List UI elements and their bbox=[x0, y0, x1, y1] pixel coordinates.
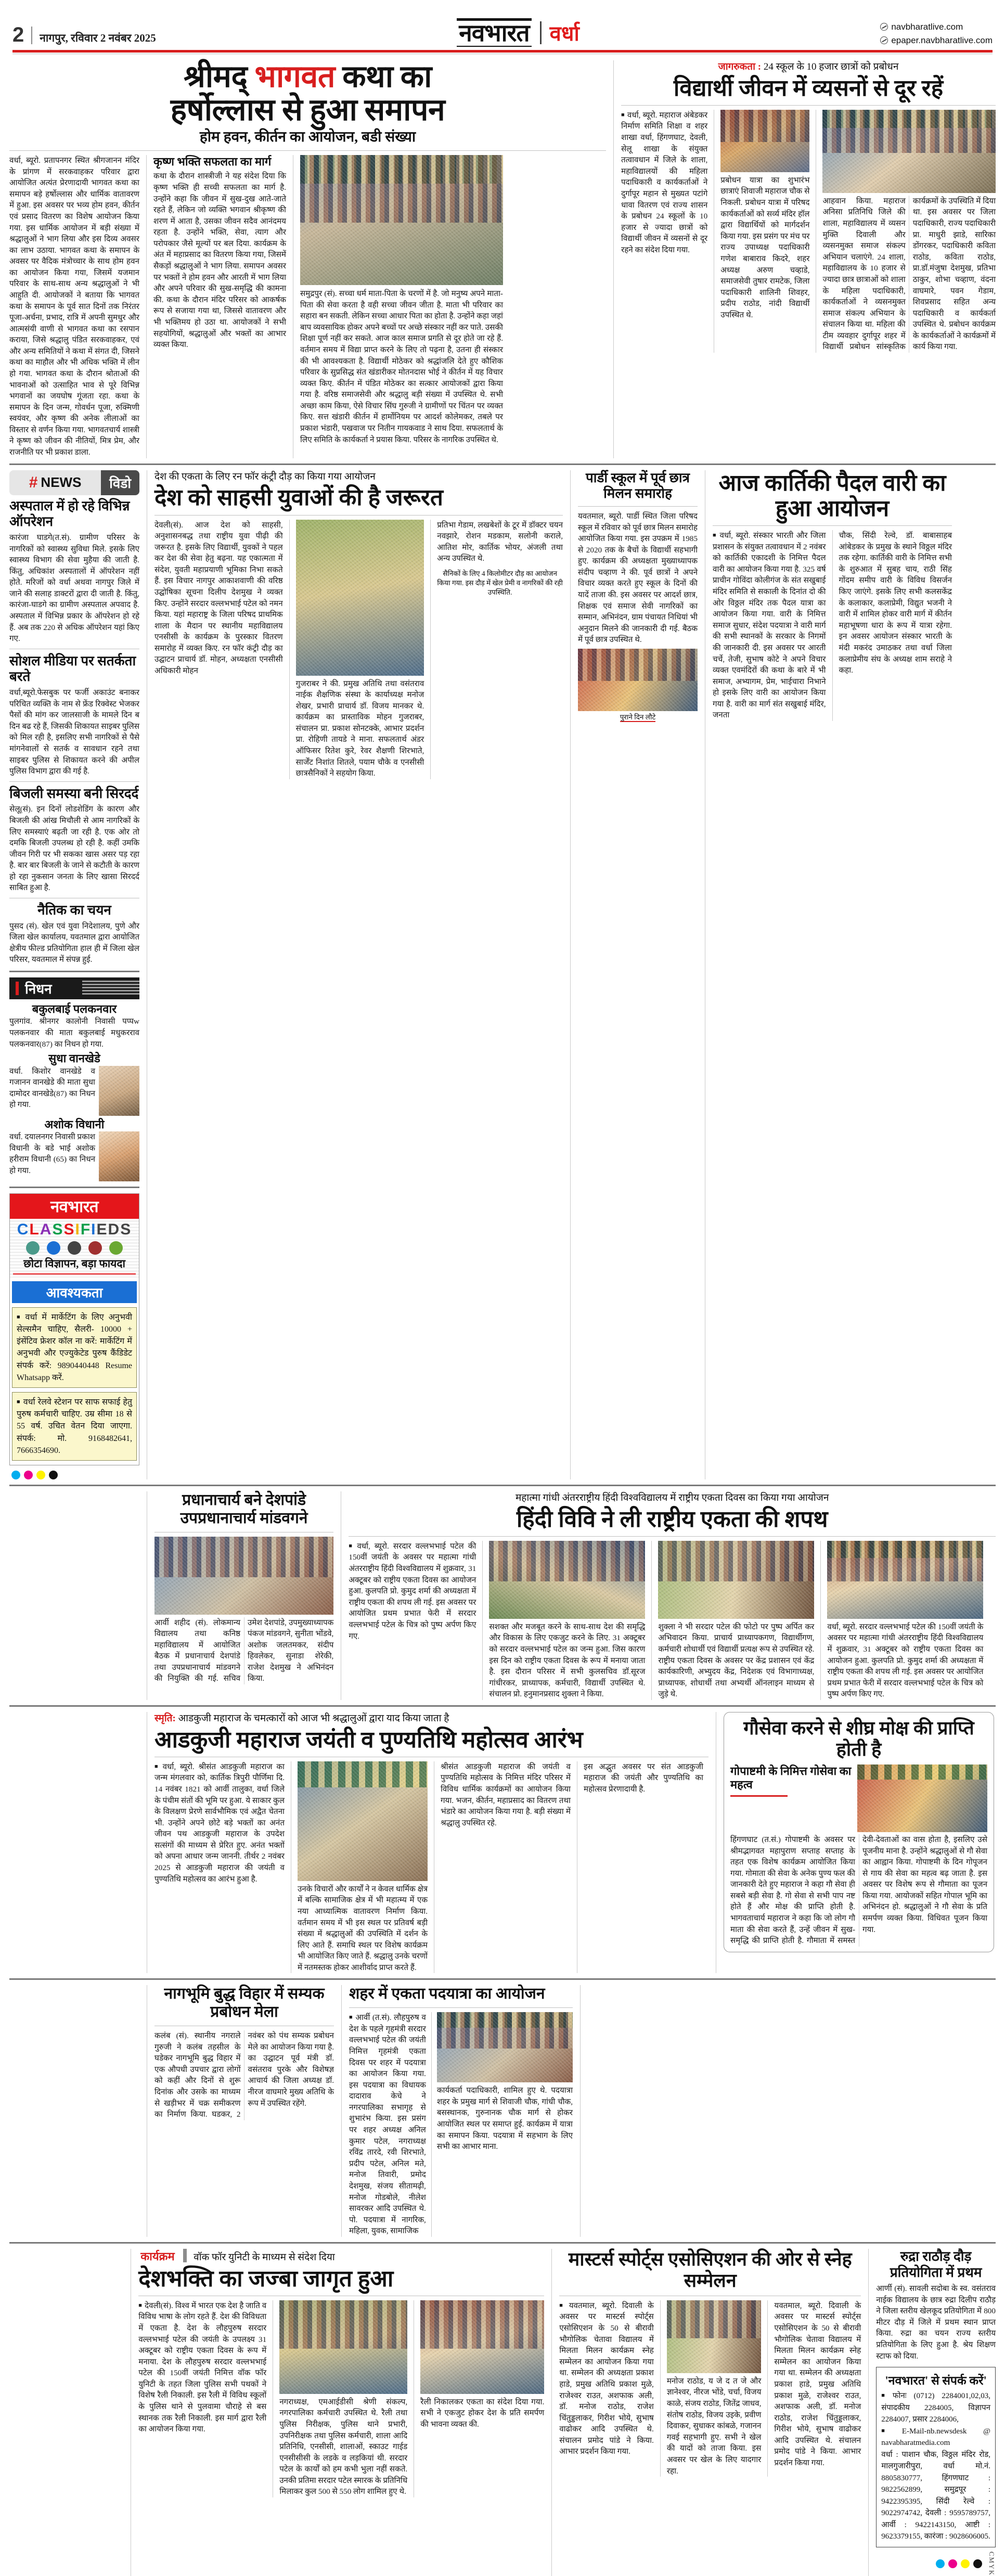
principal-headline-1: प्रधानाचार्य बने देशपांडे bbox=[182, 1491, 306, 1509]
cmyk-dots-right bbox=[936, 2559, 982, 2568]
kartiki-body-2: चौक, सिंदी रेल्वे, डॉ. बाबासाहब आंबेडकर के प्रमुख के स्थाने विठ्ठल मंदिर तक रहेगा. कार्तिकी वारी के निमित्त सभी के शुरुआत में सुबह चाय, राठी सिंह गोंदम समीप वारी के विविध विसर्जन किए जाएंगे. इसके लिए सभी कलसकेंद्र के कलाकार, कलाप्रेमी, विद्युत भजनी ने वारी में शामिल होकर वारी मार्ग में कीर्तन महाभूषणा धारा के रूप में यात्रा रहेगा. इन अवसर आयोजन संस्कार भारती के मंदी मकरंद उमाठकर तथा वर्धा जिला कलाप्रेमीय संघ के अध्यक्ष शाम सराहे ने कहा. bbox=[839, 531, 952, 675]
hindi-uni-kicker: महात्मा गांधी अंतरराष्ट्रीय हिंदी विश्वविद्यालय में राष्ट्रीय एकता दिवस का किया गया आयोजन bbox=[515, 1492, 829, 1503]
nidhan-entry bbox=[9, 1118, 139, 1181]
left-divider-5 bbox=[9, 1187, 139, 1188]
gauseva-headline: गौसेवा करने से शीघ्र मोक्ष की प्राप्ति होती है bbox=[743, 1717, 974, 1760]
deshbhakti-headline: देशभक्ति का जज्बा जागृत हुआ bbox=[138, 2265, 394, 2291]
hindi-uni-body-2: सशक्त और मजबूत करने के साथ-साथ देश की समृद्धि और विकास के लिए एकजुट करने के लिए. 31 अक्टूबर को सरदार वल्लभभाई पटेल का जन्म हुआ. जिस कारण इस दिन को राष्ट्रीय एकता दिवस के रूप में मनाया जाता है. इस दौरान परिसर में सभी कुलसचिव डॉ.सूरज गांधीरकर, प्राध्यापक, कर्मचारी, विद्यार्थी उपस्थित थे. संचालन प्रो. हनुमानप्रसाद शुक्ला ने किया. bbox=[489, 1622, 646, 1699]
gauseva-photo bbox=[857, 1764, 987, 1832]
pardi-caption: पुराने दिन लौटे bbox=[620, 713, 656, 721]
aadkuji-kicker: स्मृति: आडकुजी महाराज के चमत्कारों को आज भी श्रद्धालुओं द्वारा याद किया जाता है bbox=[154, 1712, 449, 1724]
left-story-3-body: सेलू(सं). इन दिनों लोडशेडिंग के कारण और बिजली की आंख मिचौली से आम नागरिकों के लिए समस्याएं बढ़ती जा रही है. एक ओर तो दमकि बिजली उपलब्ध हो रही है. कहीं उमकि जीवन गिरी पर भी सकका खास असर पड़ रहा है. बार बार बिजली के जाने से कटौती के कारण हो रहा नुकसान जनता के लिए खासा सिरदर्द साबित हुआ है. bbox=[9, 805, 139, 893]
kicker-gray-bar bbox=[183, 2249, 187, 2262]
contact-line-2[interactable]: ■ E-Mail-nb.newsdesk @ navabharatmedia.com bbox=[881, 2426, 990, 2449]
hindi-uni-photo-2 bbox=[658, 1541, 814, 1619]
rfc-rule bbox=[154, 515, 563, 516]
deshbhakti-col-2 bbox=[279, 2300, 407, 2497]
hindi-uni-body-4: वर्धा, ब्यूरो. सरदार वल्लभभाई पटेल की 150वीं जयंती के अवसर पर महात्मा गांधी अंतरराष्ट्रीय हिंदी विश्वविद्यालय में शुक्रवार, 31 अक्टूबर को राष्ट्रीय एकता दिवस का आयोजन हुआ. कुलपति प्रो. कुमुद शर्मा की अध्यक्षता में राष्ट्रीय एकता की शपथ ली गई. इस अवसर पर आयोजित प्रथम प्रभात फेरी में सरदार वल्लभभाई पटेल के चित्र को पुष्प अर्पण किए गए. bbox=[827, 1622, 984, 1699]
rudra-headline-2: प्रतियोगिता में प्रथम bbox=[890, 2264, 982, 2280]
classified-ad-text-1: वर्धा में मार्केटिंग के लिए अनुभवी सेल्समैन चाहिए, सैलरी- 10000 + इंसेंटिव फ्रेशर कॉल ना करें: मार्केटिंग में अनुभवी और एज्युकेटेड पुरुष कैंडिडेट संपर्क करें: 9890440448 Resume Whatsapp करें. bbox=[17, 1312, 132, 1382]
kartiki-col-2 bbox=[839, 530, 952, 721]
aadkuji-headline: आडकुजी महाराज जयंती व पुण्यतिथि महोत्सव आरंभ bbox=[154, 1727, 583, 1753]
masters-body-2: मनोज राठोड, य जे द त जे और ज्ञानेश्वर, नीरज भोंडे, चर्चा, विजय काळे, संजय राठोड, जितेंद्र जाधव, संतोष राठोड, विजय उइके, प्रवीण दिवाकर, सुधाकर कांबळे, गजानन गवई सहभागी हुए. सभी ने खेल की यादों को ताजा किया. इस अवसर पर खेल के लिए यादगार रहा. bbox=[666, 2376, 762, 2476]
lead-story bbox=[9, 60, 606, 458]
lead-col-1 bbox=[9, 155, 139, 458]
awareness-body-2: प्रबोधन यात्रा का शुभारंभ छात्राएं शिवाजी महाराज चौक से निकली. प्रबोधन यात्रा में परिषद कार्यकर्ताओं को सर्व्य मंदिर हॉल द्वारा विद्यार्थियों को मार्गदर्शन किया गया. इस प्रसंग पर मंच पर राज्य उपाध्यक्ष पदाधिकारी गणेश बाबाराव किदरे, शहर अध्यक्ष अरुण चव्हाडे, समाजसेवी तुषार रामटेक, जिला पदाधिकारी शालिनी शिवहर, प्रदीप राठोड, नांदी विद्यार्थी उपस्थित थे. bbox=[720, 175, 810, 319]
classifieds-tagline: छोटा विज्ञापन, बड़ा फायदा bbox=[23, 1257, 125, 1270]
gauseva-red-rule bbox=[730, 1795, 788, 1797]
fifth-right-spacer bbox=[588, 1985, 858, 2236]
aadkuji-body-3: श्रीसंत आडकुजी महाराज की जयंती व पुण्यतिथि महोत्सव के निमित्त मंदिर परिसर में विविध धार्मिक कार्यक्रमों का आयोजन किया गया. भजन, कीर्तन, महाप्रसाद का वितरण तथा भंडारे का आयोजन किया गया है. बड़ी संख्या में श्रद्धालु उपस्थित रहे. bbox=[441, 1762, 571, 1827]
aadkuji-body-2: उनके विचारों और कार्यों ने न केवल धार्मिक क्षेत्र में बल्कि सामाजिक क्षेत्र में भी महात्म्य में एक नया आध्यात्मिक वातावरण निर्माण किया. वर्तमान समय में भी इस स्थल पर प्रतिवर्ष बड़ी संख्या में श्रद्धालुओं की उपस्थिति में दर्शन के लिए आते हैं. समाधि स्थल पर विशेष कार्यक्रम भी आयोजित किए जाते हैं. श्रद्धालु उनके चरणों में नतमस्तक होकर आशीर्वाद प्राप्त करते हैं. bbox=[298, 1884, 428, 1972]
deshbhakti-kicker-row bbox=[138, 2249, 544, 2264]
nidhan-entry bbox=[9, 1002, 139, 1050]
dateline: नागपुर, रविवार 2 नवंबर 2025 bbox=[40, 32, 156, 44]
hindi-uni-col-2 bbox=[489, 1541, 645, 1700]
news-badge-label: NEWS bbox=[41, 474, 82, 491]
rudra-headline-1: रुद्रा राठौड़ दौड़ bbox=[900, 2248, 972, 2264]
globe-icon bbox=[880, 23, 888, 31]
kartiki-headline: आज कार्तिकी पैदल वारी का हुआ आयोजन bbox=[718, 470, 946, 521]
hindi-uni-col-1 bbox=[349, 1541, 476, 1700]
nagbhumi-story bbox=[154, 1985, 334, 2236]
classifieds-need-bar: आवश्यकता bbox=[12, 1281, 137, 1303]
deshbhakti-col-1 bbox=[138, 2300, 266, 2497]
lead-body-text-2: कथा के दौरान शास्त्रीजी ने यह संदेश दिया कि कृष्ण भक्ति ही सच्ची सफलता का मार्ग है. उन्होंने कहा कि जीवन में सुख-दुख आते-जाते रहते हैं, लेकिन जो व्यक्ति भगवान श्रीकृष्ण की शरण में आता है, उसका जीवन सदैव आनंदमय रहता है. उन्होंने भक्ति, सेवा, त्याग और परोपकार जैसे मूल्यों पर बल दिया. कार्यक्रम के अंत में महाप्रसाद का वितरण किया गया, जिसमें सैकड़ों श्रद्धालुओं ने भाग लिया. समापन अवसर पर भक्तों ने होम हवन और आरती में भाग लिया और अपने परिवार की सुख-समृद्धि की कामना की. कथा के दौरान मंदिर परिसर को आकर्षक रूप से सजाया गया था, जिससे वातावरण और भी भक्तिमय हो उठा था. आयोजकों ने सभी सहयोगियों, श्रद्धालुओं और भक्तों का आभार व्यक्त किया. bbox=[153, 172, 286, 350]
awareness-kicker-tag: जागरुकता : bbox=[718, 61, 762, 72]
deshbhakti-col-3 bbox=[420, 2300, 544, 2497]
aadkuji-body-1: ■ वर्धा, ब्यूरो. श्रीसंत आडकुजी महाराज का जन्म मंगलवार को, कार्तिक त्रिपुरी पौर्णिमा दि. 14 नवंबर 1821 को आर्वी तालुका, वर्धा जिले के पंचीम संतों की भूमि पर हुआ. ये साकार कुल के विलक्षण प्रेरणे सार्वभौमिक एवं अद्वैत चेतना भी. उन्होंने अपने छोटे बड़े भक्तों का अनंत जीवन पथ आडकुजी महाराज के उपदेश सत्संगों की माध्यम से प्रेरित हुए. अनंत भक्तों को अपना आधार जन्म जाननी. तीर्थर 2 नवंबर 2025 से आडकुजी महाराज की जयंती व पुण्यतिथि महोत्सव का आरंभ हुआ है. bbox=[154, 1761, 285, 1885]
deshbhakti-body-3: रैली निकालकर एकता का संदेश दिया गया. सभी ने एकजुट होकर देश के प्रति समर्पण की भावना व्यक्त की. bbox=[420, 2397, 545, 2429]
aadkuji-body-wrap bbox=[154, 1761, 708, 1974]
nidhan-entry bbox=[9, 1052, 139, 1115]
lead-body-text-1: वर्धा, ब्यूरो. प्रतापनगर स्थित श्रीगजानन मंदिर के प्रांगण में सरकवाहकर परिवार द्वारा आयोजित अत्यंत प्रेरणादायी भागवत कथा का समापन बड़े हर्षोल्लास और धार्मिक वातावरण में हुआ. इस अवसर पर भव्य होम हवन, कीर्तन एवं प्रसाद वितरण का विशेष आयोजन किया गया. इस धार्मिक आयोजन में बड़ी संख्या में श्रद्धालुओं ने भाग लिया और इस दिव्य अवसर का लाभ उठाया. भागवत कथा के समापन के अवसर पर वैदिक मंत्रोच्चार के साथ होम हवन का आयोजन किया गया, जिसमें यजमान परिवार के साथ-साथ अन्य श्रद्धालुओं ने भी आहुति दी. आयोजकों ने बताया कि भागवत कथा के समापन के पूर्व सात दिनों तक निरंतर पूजा-अर्चना, प्रभाद, रात्रि में अपनी सुमधुर और आत्मसंयी वाणी से भागवत कथा का रसपान कराया, जिसे श्रद्धालु पंडित सरकवाहकर, एवं और अन्य समितियों ने कथा में संगत दी, जिसने कथा का माहौल और भी अधिक भक्ति में लीन हो गया. भागवत कथा के दौरान श्रोताओं की भावनाओं को उत्साहित भाव से पूरे विभिन्न भगवानों का जयघोष गूंजता रहा. कथा के समापन के दिन जन्म, गोवर्धन पूजा, रुक्मिणी स्वयंवर, और कृष्ण की अनेक लीलाओं का विस्तार से वर्णन किया गया. भागवतचार्य शास्त्री ने कृष्ण को जीवन की नीतियों, मित्र प्रेम, और राजनीति पर भी प्रकाश डाला. bbox=[9, 156, 139, 457]
logo-separator bbox=[540, 21, 542, 44]
deshbhakti-kicker: वॉक फॉर युनिटी के माध्यम से संदेश दिया bbox=[194, 2251, 335, 2263]
ekta-body-wrap bbox=[349, 2012, 573, 2237]
hindi-uni-photo-3 bbox=[827, 1541, 983, 1619]
pardi-headline: पार्डी स्कूल में पूर्व छात्र मिलन समारोह bbox=[586, 470, 690, 501]
contact-line-1: ■ फोनः (0712) 2284001,02,03, संपादकीय 2284005, विज्ञापन 2284007, प्रसार 2284006, bbox=[881, 2390, 990, 2426]
nidhan-text-3: वर्धा. दयालनगर निवासी प्रकाश विधानी के बडे भाई अशोक हरीराम विधानी (65) का निधन हो गया. bbox=[9, 1132, 95, 1175]
left-story-4-headline: नैतिक का चयन bbox=[37, 903, 111, 918]
classifieds-logo: नवभारत bbox=[50, 1197, 99, 1216]
section-divider-4 bbox=[9, 1978, 996, 1980]
page-number: 2 bbox=[12, 23, 24, 46]
deshbhakti-photo-1 bbox=[279, 2300, 407, 2394]
classified-ad-text-2: वर्धा रेलवे स्टेशन पर साफ सफाई हेतु पुरुष कर्मचारी चाहिए. उम्र सीमा 18 से 55 वर्ष. उचित वेतन दिया जाएगा. संपर्क: मो. 9168482641, 7666354690. bbox=[17, 1398, 132, 1455]
lead-body-text-3: समुद्रपुर (सं). सच्चा धर्म माता-पिता के चरणों में है. जो मनुष्य अपने माता-पिता की सेवा करता है वही सच्चा जीवन जीता है. माता भी परिवार का सहारा बन सकती. लेकिन सच्चा आधार पिता का होता है. उन्होंने कहा जहां बाप व्यवसायिक होकर अपने बच्चों पर अच्छे संस्कार नहीं कर पाते. उसकी शिक्षा पूर्ण नहीं कर सकते. आज काल समाज प्रगति से दूर होते जा रहे हैं. वर्तमान समय में विद्या प्राप्त करने के लिए तो पढ़ना है, उतना ही संस्कार की भी आवश्यकता है. विद्यार्थी मोठेकर को श्रद्धांजलि देते हुए कौशिक परिवार के सुप्रसिद्ध संत खंडारीकर मोतनदास भोई ने कीर्तन में यह विचार व्यक्त किए. कीर्तन में पंडित मोठेकर का सत्कार आयोजकों द्वारा किया गया है. वरिष्ठ समाजसेवी और श्रद्धालु बड़ी संख्या में उपस्थित थे. सभी अच्छा काम किया, ऐसे विचार सिंघ गुरुजी ने ग्रामीणों पर चिंतन पर व्यक्त किए. सत्त खंडारी कीर्तन में हार्मोनियम पर आदर्श कोलेमकर, तबले पर प्रकाश भंडारी, पखवाज पर नितीन गायकवाड ने साथ दिया. सफलतार्थ के लिए समिति के कार्यकर्ता ने प्रयास किया. परिसर के नागरिक उपस्थित थे. bbox=[300, 289, 503, 444]
aadkuji-col-4 bbox=[584, 1761, 703, 1974]
nidhan-name-1: बकुलबाई पलकनवार bbox=[32, 1002, 117, 1016]
nidhan-badge bbox=[9, 977, 139, 999]
deshbhakti-photo-2 bbox=[420, 2300, 544, 2394]
rfc-photo-statue bbox=[296, 520, 424, 676]
deshbhakti-body-2: नगराध्यक्ष, एमआईडीसी श्रेणी संकल्प, नगरपालिका कर्मचारी उपस्थित थे. रैली तथा पुलिस निरीक्षक, पुलिस थाने प्रभारी, उपनिरीक्षक तथा पुलिस कर्मचारी, शाला आदि प्रतिनिधि, एनसीसी, शालाओं, स्काउट गाईड एनसीसीसी के लडके व लड़कियां थी. सरदार पटेल के कार्यों को हम कभी भुला नहीं सकते. उनकी प्रतिमा सरदार पटेल स्मारक के प्रतिनिधि मिलाकर कुल 500 से 550 लोग शामिल हुए थे. bbox=[279, 2397, 408, 2496]
aadkuji-col-2 bbox=[298, 1761, 428, 1974]
nidhan-name-2: सुधा वानखेडे bbox=[48, 1052, 100, 1065]
deshbhakti-body-wrap bbox=[138, 2300, 544, 2497]
kartiki-story bbox=[713, 470, 952, 1479]
awareness-body-1: ■ वर्धा, ब्यूरो. महाराज अंबेडकर निर्माण समिति शिक्षा व शहर शाखा वर्धा, हिंगणघाट, देवली, सेलू शाखा के संयुक्त तत्वावधान में जिले के शाला, महाविद्यालयों की महिला पदाधिकारी व कार्यकर्ताओं ने दुर्गापूर महान से मुख्यत पटांगे धावा वितरण एवं राज्य शासन के प्रबोधन 24 स्कूलों के 10 हजार से ज्यादा छात्रों को विद्यार्थी जीवन में व्यसनों से दूर रहने का संदेश दिया गया. bbox=[621, 110, 707, 256]
edition-name: वर्धा bbox=[549, 22, 579, 45]
rfc-body-3: प्रतिभा गेडाम, लखबेशों के टूर में डॉक्टर चयन नवझारे, रोशन मडकाम, सलोनी कराले, आतिश मोर, कार्तिक भोयर, अंजली तथा अन्य उपस्थित थे. bbox=[437, 520, 563, 563]
deshbhakti-body-1: ■ देवली(सं). विश्व में भारत एक देश है जाति व विविध भाषा के लोग रहते हैं. देश की विविधता में एकता है. देश के लौहपुरुष सरदार वल्लभभाई पटेल की जयंती के उपलक्ष्य 31 अक्टूबर को राष्ट्रीय एकता दिवस के रूप में मनाया. देश के लौहपुरुष सरदार वल्लभभाई पटेल की 150वीं जयंती निमित्त वॉक फॉर युनिटी के तहत जिला पुलिस सभी पथकों ने विशेष रैली निकाली. इस रैली में विविध स्कूलों के पुलिस थाने से पुलवामा चौराहे से बस स्थानक तक रैली निकाली. इस मार्ग द्वारा रैली का आयोजन किया गया. bbox=[138, 2300, 266, 2435]
masthead-divider bbox=[31, 27, 32, 44]
classifieds-red-line bbox=[13, 1273, 136, 1274]
fifth-left-spacer bbox=[9, 1985, 139, 2236]
masters-headline: मास्टर्स स्पोर्ट्स एसोसिएशन की ओर से स्नेह सम्मेलन bbox=[568, 2248, 852, 2291]
aadkuji-story bbox=[154, 1712, 708, 1974]
masters-body-1: ■ यवतमाल, ब्यूरो. दिवाली के अवसर पर मास्टर्स स्पोर्ट्स एसोसिएशन के 50 से बीरावी भौगोलिक चेतावा विद्यालय में मिलता मिलन कार्यक्रम स्नेह सम्मेलन का आयोजन किया गया था. सम्मेलन की अध्यक्षता प्रकाश हाडे, प्रमुख अतिथि प्रकाश मुळे, राजेश्वर राउत, अशफाक अली, डॉ. मनोज राठोड, राजेश चिंतुड्डलाकर, गिरीश भोये, सुभाष वाढोकर आदि उपस्थित थे. संचालन प्रमोद पांडे ने किया. आभार प्रदर्शन किया गया. bbox=[559, 2300, 654, 2457]
pardi-rule bbox=[578, 506, 698, 507]
aadkuji-kicker-tag: स्मृति: bbox=[154, 1712, 176, 1724]
aadkuji-col-1 bbox=[154, 1761, 285, 1974]
principal-headline-2: उपप्रधानाचार्य मांडवगने bbox=[180, 1509, 308, 1527]
awareness-col-1 bbox=[621, 110, 707, 353]
nidhan-badge-label: निधन bbox=[25, 982, 52, 997]
left-story-3-headline: बिजली समस्या बनी सिरदर्द bbox=[9, 785, 139, 801]
website-main[interactable]: navbharatlive.com bbox=[891, 22, 963, 32]
hindi-university-story bbox=[349, 1491, 996, 1700]
classifieds-mid bbox=[10, 1219, 139, 1278]
masters-col-2 bbox=[667, 2300, 762, 2477]
contact-title: 'नवभारत' से संपर्क करें' bbox=[885, 2374, 987, 2388]
home-icon bbox=[26, 1241, 40, 1255]
awareness-col-3 bbox=[822, 110, 996, 353]
run-for-country-story bbox=[154, 470, 563, 1479]
masters-body-3: यवतमाल, ब्यूरो. दिवाली के अवसर पर मास्टर्स स्पोर्ट्स एसोसिएशन के 50 से बीरावी भौगोलिक चेतावा विद्यालय में मिलता मिलन कार्यक्रम स्नेह सम्मेलन का आयोजन किया गया था. सम्मेलन की अध्यक्षता प्रकाश हाडे, प्रमुख अतिथि प्रकाश मुळे, राजेश्वर राउत, अशफाक अली, डॉ. मनोज राठोड, राजेश चिंतुड्डलाकर, गिरीश भोये, सुभाष वाढोकर आदि उपस्थित थे. संचालन प्रमोद पांडे ने किया. आभार प्रदर्शन किया गया. bbox=[774, 2301, 861, 2467]
fifth-section bbox=[9, 1985, 996, 2236]
search-icon bbox=[47, 1241, 60, 1255]
lead-sub-head-krishna: कृष्ण भक्ति सफलता का मार्ग bbox=[153, 155, 272, 169]
ekta-rule bbox=[349, 2007, 573, 2008]
cmyk-group-right bbox=[876, 2552, 996, 2576]
awareness-rule bbox=[621, 105, 996, 106]
cmyk-dots-left bbox=[11, 1471, 139, 1479]
masthead-logo-group bbox=[457, 18, 579, 47]
nidhan-stripes bbox=[82, 981, 139, 996]
classifieds-logo-bar bbox=[10, 1194, 139, 1219]
masters-sports-story bbox=[559, 2249, 861, 2576]
pardi-photo bbox=[578, 649, 698, 711]
ring-icon bbox=[88, 1241, 102, 1255]
lead-headline-line1: श्रीमद् भागवत कथा का bbox=[184, 59, 432, 94]
rfc-col-1 bbox=[154, 520, 283, 779]
nidhan-portrait-3 bbox=[99, 1131, 139, 1181]
masters-photo bbox=[667, 2300, 762, 2373]
gauseva-sub-wrap bbox=[730, 1764, 987, 1832]
rfc-kicker: देश की एकता के लिए रन फॉर कंट्री दौड़ का किया गया आयोजन bbox=[154, 471, 376, 482]
hindi-uni-headline: हिंदी विवि ने ली राष्ट्रीय एकता की शपथ bbox=[516, 1506, 828, 1532]
rfc-body-wrap bbox=[154, 520, 563, 779]
left-story-4-body: पुसद (सं). खेल एवं युवा निदेशालय, पुणे और जिला खेल कार्यालय, यवतमाल द्वारा आयोजित क्षेत्रीय फील्ड प्रतियोगिता हाल ही में जिला खेल परिसर, यवतमाल में संपन्न हुई. bbox=[9, 921, 139, 964]
lead-col-3 bbox=[300, 155, 503, 458]
lead-headline-red: भागवत bbox=[254, 59, 335, 94]
aadkuji-body-4: इस अद्भुत अवसर पर संत आडकुजी महाराज की जयंती और पुण्यतिथि का महोत्सव प्रेरणादायी है. bbox=[584, 1762, 703, 1794]
gauseva-story bbox=[724, 1712, 994, 1974]
hindi-uni-body-wrap bbox=[349, 1541, 996, 1700]
left-divider-2 bbox=[9, 781, 139, 782]
top-section bbox=[9, 60, 996, 458]
bottom-section bbox=[9, 2249, 996, 2576]
ekta-photo bbox=[437, 2012, 573, 2082]
section-divider-3 bbox=[9, 1705, 996, 1707]
rfc-body-1: देवली(सं). आज देश को साहसी, अनुशासनबद्ध तथा राष्ट्रीय युवा पीढ़ी की जरूरत है. इसके लिए विद्यार्थी, युवकों ने पहल कर देश की सेवा हेतु बढ़ना. यह एकात्मता में संदेश, युवती महाप्रयाणी भूमिका निभा सकते हैं. इस विचार नागपुर आकाशवाणी की वरिष्ठ उद्घोषिका सूचना दिलीप देशमुख ने व्यक्त किए. उन्होंने सरदार वल्लभभाई पटेल को नमन किया. यहां महाराष्ट्र के जिला परिषद प्राथमिक शाला के मैदान पर स्थानीय महाविद्यालय एनसीसी के कार्यक्रम के पुरस्कार वितरण समारोह में व्यक्त किए. रन फॉर कंट्री दौड़ का उद्घाटन प्राचार्य डॉ. मोहन, अध्यक्षता एनसीसी अधिकारी मोहन bbox=[154, 520, 283, 676]
hindi-uni-photo-1 bbox=[489, 1541, 645, 1619]
masthead-red-rule bbox=[12, 50, 993, 53]
hindi-uni-body-3: शुक्ला ने भी सरदार पटेल की फोटो पर पुष्प अर्पित कर अभिवादन किया. प्राचार्य प्राध्यापकगण, विद्यार्थीगण, कर्मचारी शोधार्थी एवं विद्यार्थी प्रत्यक्ष रूप से उपस्थित रहे. राष्ट्रीय एकता दिवस के अवसर पर केंद्र प्रशासन एवं केंद्र कार्यकारिणी, अभ्युदय केंद्र, निदेशक एवं विभागाध्यक्ष, प्राध्यापक, शोधार्थी तथा अभ्यर्थी ऑनलाइन माध्यम से जुड़े थे. bbox=[658, 1622, 815, 1699]
lead-body-wrap bbox=[9, 155, 606, 458]
hindi-uni-rule bbox=[349, 1536, 996, 1537]
masthead-left bbox=[12, 23, 156, 47]
nidhan-text-1: पुलगांव. श्रीनगर कालोनी निवासी पप्पw पलकनवार की माता बकुलबाई मधुकरराव पलकनवार(87) का निधन हो गया. bbox=[9, 1017, 139, 1049]
globe-icon bbox=[880, 36, 888, 44]
cmyk-label: CMYK bbox=[988, 2551, 996, 2576]
lead-headline-line2: हर्षोल्लास से हुआ समापन bbox=[170, 92, 445, 127]
section-divider-2 bbox=[9, 1485, 996, 1486]
awareness-headline: विद्यार्थी जीवन में व्यसनों से दूर रहें bbox=[673, 75, 944, 101]
section-divider-1 bbox=[9, 463, 996, 465]
video-badge-label[interactable]: विडो bbox=[101, 470, 139, 495]
lead-photo-bhagwat bbox=[300, 155, 503, 285]
left-divider-4 bbox=[9, 971, 139, 972]
bottom-left-spacer bbox=[9, 2249, 123, 2576]
graduation-cap-icon bbox=[68, 1241, 81, 1255]
section-divider-5 bbox=[9, 2242, 996, 2244]
ekta-headline: शहर में एकता पदयात्रा का आयोजन bbox=[349, 1985, 545, 2003]
kartiki-col-1 bbox=[713, 530, 826, 721]
masthead bbox=[9, 0, 996, 50]
hindi-uni-body-1: ■ वर्धा, ब्यूरो. सरदार वल्लभभाई पटेल की 150वीं जयंती के अवसर पर महात्मा गांधी अंतरराष्ट्रीय हिंदी विश्वविद्यालय में शुक्रवार, 31 अक्टूबर को राष्ट्रीय एकता दिवस का आयोजन हुआ. कुलपति प्रो. कुमुद शर्मा की अध्यक्षता में राष्ट्रीय एकता की शपथ ली गई. इस अवसर पर आयोजित प्रथम प्रभात फेरी में सरदार वल्लभभाई पटेल के चित्र को पुष्प अर्पण किए गए. bbox=[349, 1541, 476, 1642]
awareness-photo-2 bbox=[822, 110, 996, 193]
aadkuji-col-3 bbox=[441, 1761, 571, 1974]
rfc-col-3 bbox=[437, 520, 563, 779]
left-story-1-body: कारंजा घाडगे(त.सं). ग्रामीण परिसर के नागरिकों को स्वास्थ्य सुविधा मिले. इसके लिए स्वास्थ्य विभाग की सेवा मुहैया की जाती है. किंतु, अधिकांश अस्पतालों में ऑपरेशन नहीं होते. मरिजों को वर्धा अथवा नागपुर जिले में जाने की सलाह डाक्टरों द्वारा दी जाती है. किंतु, कारंजा-घाडगे का ग्रामीण अस्पताल अपवाद है. अस्पताल में विभिन्न प्रकार के ऑपरेशन हो रहे हैं. अब तक 220 से अधिक ऑपरेशन यहां किए गए. bbox=[9, 533, 139, 643]
ekta-padyatra-story bbox=[349, 1985, 573, 2236]
hindi-uni-col-4 bbox=[827, 1541, 983, 1700]
deshbhakti-tag: कार्यक्रम bbox=[138, 2249, 176, 2264]
contact-line-3: वर्धा : पाशान चौक, विठ्ठल मंदिर रोड, मालगुजारीपुरा, वर्धा मो.नं. 8805830777, हिंगणघाट : 9822562899, समुद्रपूर : 9422395395, सिंदी रेल्वे : 9022974742, देवली : 9595789757, आर्वी : 9422143150, आष्टी : 9623379155, कारंजा : 9028606005. bbox=[881, 2450, 990, 2541]
pardi-story bbox=[578, 470, 698, 1479]
rudra-story bbox=[876, 2249, 996, 2576]
rudra-body: आर्णी (सं). सावली सदोबा के स्व. वसंतराव नाईक विद्यालय के छात्र रुद्रा दिलीप राठौड़ ने जिला स्तरीय खेलकूद प्रतियोगिता में 800 मीटर दौड़ में जिले में प्रथम स्थान प्राप्त किया. रुद्रा का चयन राज्य स्तरीय प्रतियोगिता के लिए हुआ है. श्रेय शिक्षण स्टाफ को दिया. bbox=[876, 2284, 996, 2361]
ekta-col-1 bbox=[349, 2012, 426, 2237]
rfc-body-2: गुजराबर ने की. प्रमुख अतिथि तथा वसंतराव नाईक शैक्षणिक संस्था के कार्याध्यक्ष मनोज शेखर, प्रभारी प्राचार्य डॉ. विजय मानकर थे. कार्यक्रम का प्रास्ताविक मोहन गुजराबर, संचालन प्रा. प्रकाश सोनटक्के, आभार प्रदर्शन प्रा. रोहिणी तायडे ने माना. सफलतार्थ अंडर ऑफिसर रितेश कुरे, रेवर शैक्षणी शिरभाते, सार्जेंट निशांत शितले, पयाम चौके व एनसीसी छात्रसैनिकों ने सहयोग किया. bbox=[295, 679, 424, 778]
classified-ad[interactable] bbox=[12, 1392, 137, 1461]
fourth-section bbox=[9, 1712, 996, 1974]
nidhan-text-2: वर्धा. किशोर वानखेडे व गजानन वानखेडे की माता सुधा दामोदर वानखेडे(87) का निधन हो गया. bbox=[9, 1066, 95, 1110]
masters-col-3 bbox=[774, 2300, 861, 2477]
awareness-story bbox=[621, 60, 996, 458]
awareness-body-3: आहवान किया. महाराज अनिसा प्रतिनिधि जिले की शाला, महाविद्यालय में व्यसन मुक्ति दिवाली और व्यसनमुक्त समाज संकल्प अभियान चलाएंगे. 24 शाला, महाविद्यालय के 10 हजार से ज्यादा छात्र छात्राओं को शाला के महिला पदाधिकारी, कार्यकर्ताओं ने व्यसनमुक्त समाज संकल्प अभियान के संचालन किया था. महिला की टीम व्यवहार दुर्गापूर शहर में विद्यार्थी प्रबोधन सांस्कृतिक कार्यक्रमों के उपस्थिति में दिया था. इस अवसर पर जिला पदाधिकारी, राज्य पदाधिकारी प्रा. माधुरी झाडे, सारिका डोंगरकर, पदाधिकारी कविता राठोड, कविता राठोड, प्रा.डॉ.मंजुषा देशमुख, प्रतिभा ठाकुर, शोभा चव्हाण, वंदना वाघमारे, पवन गेडाम, शिवप्रसाद सहित अन्य पदाधिकारी व कार्यकर्ता उपस्थित थे. प्रबोधन कार्यक्रम के कार्यकर्ताओं ने कार्यक्रमों में कार्य किया गया. bbox=[822, 196, 996, 352]
ekta-body-1: ■ आर्वी (त.सं). लौहपुरुष व देश के पहले गृहमंत्री सरदार वल्लभभाई पटेल की जयंती निमित्त गृहमंत्री एकता दिवस पर शहर में पदयात्रा का आयोजन किया गया. इस पदयात्रा का विधायक दादाराव केचे ने नगरपालिका सभागृह से शुभारंभ किया. इस प्रसंग पर शहर अध्यक्ष अनिल कुमार पटेल, नगराध्यक्ष रविंद्र तारदे, रवी शिरभाते, प्रदीप पटेल, अनिल मते, मनोज तिवारी, प्रमोद देशमुख, संजय सीतामढ़ी, मनोज गोडबोले, नीलेश सावरकर आदि उपस्थित थे. पो. पदयात्रा में नागरिक, महिला, युवक, सामाजिक bbox=[349, 2012, 426, 2237]
hash-icon: # bbox=[29, 473, 38, 491]
principal-photo bbox=[154, 1537, 334, 1615]
masters-body-wrap bbox=[559, 2300, 861, 2477]
pardi-body: यवतमाल, ब्यूरो. पार्डी स्थित जिला परिषद स्कूल में रविवार को पूर्व छात्र मिलन समारोह आयोजित किया गया. इस उपक्रम में 1985 से 2020 तक के बैचों के विद्यार्थी सहभागी हुए. कार्यक्रम की अध्यक्षता मुख्याध्यापक संदीप चव्हाण ने की. पूर्व छात्रों ने अपने विचार व्यक्त करते हुए स्कूल के दिनों की यादें ताजा की. इस अवसर पर आदर्श छात्र, शिक्षक एवं समाज सेवी नागरिकों का सम्मान, अभिनंदन, ग्राम पंचायत निधियां भी अनुदान मिलने की जानकारी दी गई. बैठक में पूर्व छात्र उपस्थित थे. bbox=[578, 511, 698, 645]
gauseva-subhead: गोपाष्टमी के निमित्त गोसेवा का महत्व bbox=[730, 1764, 852, 1792]
classifieds-word: CLASSIFIEDS bbox=[17, 1220, 132, 1238]
awareness-body-wrap bbox=[621, 110, 996, 353]
fourth-left-spacer bbox=[9, 1712, 139, 1974]
classifieds-icons bbox=[10, 1241, 139, 1255]
masters-col-1 bbox=[559, 2300, 654, 2477]
rfc-caption: सैनिकों के लिए 4 किलोमीटर दौड़ का आयोजन किया गया. इस दौड़ में खेल प्रेमी व नागरिकों की रही उपस्थिति. bbox=[437, 569, 563, 596]
principal-body: आर्वी शहीद (सं). लोकमान्य विद्यालय तथा कनिष्ठ महाविद्यालय में आयोजित बैठक में प्रधानाचार्य देशपांडे तथा उपप्रधानाचार्य मांडवगने की नियुक्ति की गई. सचिव उमेश देशपांडे, उपमुख्याध्यापक पंकज मांडवगने, सुनीता भोंडवे, अशोक जलतमकर, संदीप हिवलेकर, सुनाडा शेरेकी, राजेश देशमुख ने अभिनंदन किया. bbox=[154, 1618, 334, 1683]
classifieds-box bbox=[9, 1193, 139, 1465]
classified-ad[interactable] bbox=[12, 1307, 137, 1388]
awareness-photo-1 bbox=[720, 110, 809, 172]
nidhan-portrait-2 bbox=[99, 1066, 139, 1116]
website-epaper[interactable]: epaper.navbharatlive.com bbox=[891, 35, 993, 45]
news-badge-left bbox=[9, 470, 101, 495]
nidhan-name-3: अशोक विधानी bbox=[44, 1117, 105, 1131]
nagbhumi-headline: नागभूमि बुद्ध विहार में सम्यक प्रबोधन मेला bbox=[164, 1985, 325, 2021]
third-section bbox=[9, 1491, 996, 1700]
contact-box bbox=[876, 2367, 996, 2547]
hindi-uni-col-3 bbox=[658, 1541, 814, 1700]
nidhan-red-bar bbox=[16, 982, 19, 995]
kartiki-body-1: ■ वर्धा, ब्यूरो. संस्कार भारती और जिला प्रशासन के संयुक्त तत्वावधान में 2 नवंबर को कार्तिकी एकादशी के निमित्त पैदल वारी का आयोजन किया गया है. 325 वर्ष प्राचीन गोविंदा कोलीगंज के संत सखुबाई मंदिर समिति से सकाली के दिनांत दो की ओर विठ्ठल मंदिर तक पैदल यात्रा का आयोजन किया गया. वारी के निमित्त समाज सुधार, संदेश पदयात्रा ने वारी मार्ग की सभी स्थानकों के सरकार के निगमों की जानकारी दी. इस अवसर पर आरती चर्चे, तेजी, सुभाष कोटे ने अपने विचार व्यक्त एवमंदिरों की कथा के बारे में भी समाज, अभ्यागम, प्रेम, भाईचारा निभाने हो इसके लिए वारी का आयोजन किया गया है. वारी का मार्ग संत सखुबाई मंदिर, जनता bbox=[713, 530, 826, 721]
awareness-col-2 bbox=[720, 110, 809, 353]
third-left-spacer bbox=[9, 1491, 139, 1700]
rfc-col-2 bbox=[296, 520, 424, 779]
aadkuji-photo bbox=[298, 1761, 428, 1881]
awareness-kicker: जागरुकता : 24 स्कूल के 10 हजार छात्रों को प्रबोधन bbox=[718, 61, 899, 72]
left-rail bbox=[9, 470, 139, 1479]
left-story-2-headline: सोशल मीडिया पर सतर्कता बरते bbox=[9, 653, 136, 685]
kartiki-rule bbox=[713, 525, 952, 526]
gauseva-box bbox=[724, 1712, 994, 1952]
newspaper-logo: नवभारत bbox=[457, 18, 531, 47]
ekta-body-2: कार्यकर्ता पदाधिकारी, शामिल हुए थे. पदयात्रा शहर के प्रमुख मार्ग से शिवाजी चौक, गांधी चौक, बसस्थानक, गुरुनानक चौक मार्ग से होकर आयोजित स्थल पर समाप्त हुई. कार्यक्रम में यात्रा का समापन किया. पदयात्रा में सहभाग के लिए सभी का आभार माना. bbox=[436, 2086, 573, 2152]
ekta-col-2 bbox=[437, 2012, 573, 2237]
lead-rule bbox=[9, 150, 606, 151]
left-story-2-body: वर्धा,ब्यूरो.फेसबुक पर फर्जी अकाउंट बनाकर परिचित व्यक्ति के नाम से फ्रेंड रिक्वेस्ट भेजकर पैसों की मांग कर जालसाजी के मामले दिन ब दिन बढ रहे हैं, जिसकी शिकायत साइबर पुलिस को मिल रही है, इसलिए सभी नागरिकों से पैसे मांगनेवालों से सतर्क व सावधान रहने तथा साइबर पुलिस से शिकायत करने की अपील पुलिस विभाग द्वारा की गई है. bbox=[9, 688, 139, 776]
health-icon bbox=[109, 1241, 123, 1255]
lead-subheadline: होम हवन, कीर्तन का आयोजन, बडी संख्या bbox=[199, 129, 416, 146]
nagbhumi-body: कलंब (सं). स्थानीय नगराले गुरुजी ने कलंब तहसील के घडेकर नागभूमि बुद्ध विहार में एक औपधी उपचार द्वारा लोगों को कहीं और दिनों से शुरू दिनांक और उसके का माध्यम से खड़ीभर में चक्र समीकरण का निर्माण किया. घडकर, 2 नवंबर को पंथ सम्यक प्रबोधन मेले का आयोजन किया गया है. का उद्घाटन पूर्व मंत्री डॉ. वसंतराव पुरके और विशेषज्ञ आचार्य की जिला अध्यक्ष डॉ. नीरज वाघमारे मुख्य अतिथि के रूप में उपस्थित रहेंगे. bbox=[154, 2031, 334, 2119]
deshbhakti-story bbox=[138, 2249, 544, 2576]
lead-col-2 bbox=[153, 155, 286, 458]
rfc-headline: देश को साहसी युवाओं की है जरूरत bbox=[154, 485, 443, 511]
gauseva-body: हिंगणघाट (त.सं.) गोपाष्टमी के अवसर पर श्रीमद्भागवत महापुराण सप्ताह सप्ताह के तहत एक विशेष कार्यक्रम आयोजित किया गया. गोमाता की सेवा के अनेक पुण्य फल की जानकारी देते हुए महाराज ने कहा गौ सेवा ही सबसे बड़ी सेवा है. गो सेवा से सभी पाप नष्ट होते हैं और मोक्ष की प्राप्ति होती है. भागवताचार्य महाराज ने कहा कि जो लोग गौ माता की सेवा करते हैं, उन्हें जीवन में सुख-समृद्धि की प्राप्ति होती है. गौमाता में समस्त देवी-देवताओं का वास होता है, इसलिए उसे पूजनीय माना है. उन्होंने श्रद्धालुओं से गौ सेवा का आह्वान किया. गोपाष्टमी के दिन गोपूजन से गाय की सेवा का महत्व बढ़ जाता है. इस अवसर पर विशेष रूप से गौमाता का पूजन किया गया. आयोजकों सहित गोपाल भूमि का अभिनंदन हो. श्रद्धालुओं ने गौ सेवा के प्रति समर्पण व्यक्त किया. विधिवत पूजन किया गया. bbox=[730, 1835, 987, 1946]
news-video-badge[interactable] bbox=[9, 470, 139, 495]
principal-story bbox=[154, 1491, 334, 1700]
second-section bbox=[9, 470, 996, 1479]
masthead-websites bbox=[880, 20, 993, 47]
kartiki-body-wrap bbox=[713, 530, 952, 721]
left-story-1-headline: अस्पताल में हो रहे विभिन्न ऑपरेशन bbox=[9, 498, 130, 530]
